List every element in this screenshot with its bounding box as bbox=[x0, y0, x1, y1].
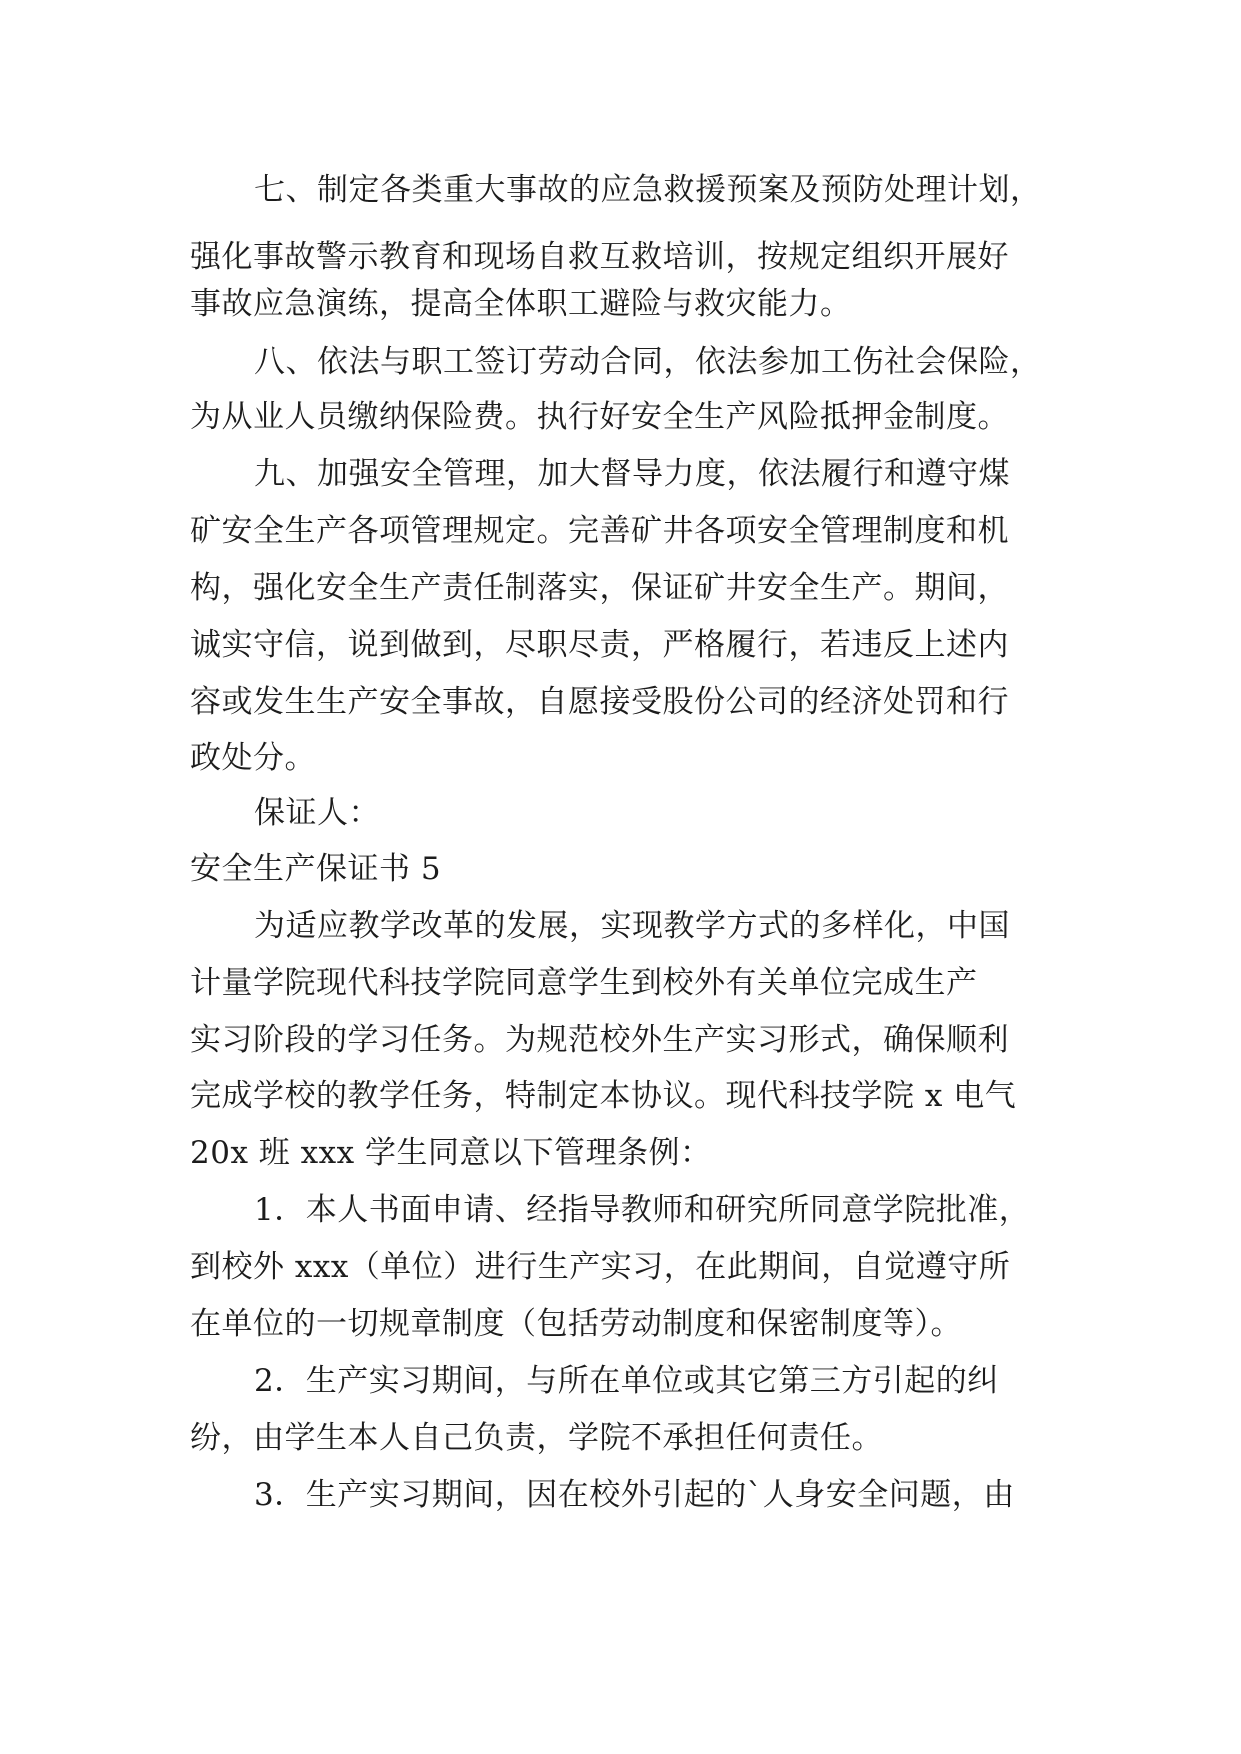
text-line: 在单位的一切规章制度（包括劳动制度和保密制度等）。 bbox=[190, 1306, 962, 1342]
text-line: 到校外 xxx（单位）进行生产实习，在此期间，自觉遵守所 bbox=[190, 1249, 1011, 1285]
text-line: 九、加强安全管理，加大督导力度，依法履行和遵守煤 bbox=[254, 456, 1010, 492]
signature-label: 保证人： bbox=[254, 795, 380, 831]
text-line: 2．生产实习期间，与所在单位或其它第三方引起的纠 bbox=[254, 1363, 999, 1399]
text-line: 政处分。 bbox=[190, 740, 316, 776]
text-line: 强化事故警示教育和现场自救互救培训，按规定组织开展好 bbox=[190, 239, 1009, 275]
text-line: 3．生产实习期间，因在校外引起的`人身安全问题，由 bbox=[254, 1477, 1015, 1513]
text-line: 八、依法与职工签订劳动合同，依法参加工伤社会保险， bbox=[254, 344, 1042, 380]
text-line: 诚实守信，说到做到，尽职尽责，严格履行，若违反上述内 bbox=[190, 627, 1009, 663]
text-line: 完成学校的教学任务，特制定本协议。现代科技学院 x 电气 bbox=[190, 1078, 1017, 1114]
text-line: 为从业人员缴纳保险费。执行好安全生产风险抵押金制度。 bbox=[190, 399, 1009, 435]
text-line: 实习阶段的学习任务。为规范校外生产实习形式，确保顺利 bbox=[190, 1022, 1009, 1058]
text-line: 七、制定各类重大事故的应急救援预案及预防处理计划， bbox=[254, 172, 1042, 208]
section-heading: 安全生产保证书 5 bbox=[190, 851, 442, 887]
text-line: 容或发生生产安全事故，自愿接受股份公司的经济处罚和行 bbox=[190, 684, 1009, 720]
text-line: 纷，由学生本人自己负责，学院不承担任何责任。 bbox=[190, 1420, 883, 1456]
text-line: 事故应急演练，提高全体职工避险与救灾能力。 bbox=[190, 286, 852, 322]
text-line: 为适应教学改革的发展，实现教学方式的多样化，中国 bbox=[254, 908, 1010, 944]
text-line: 1．本人书面申请、经指导教师和研究所同意学院批准， bbox=[254, 1192, 1031, 1228]
text-line: 20x 班 xxx 学生同意以下管理条例： bbox=[190, 1135, 712, 1171]
text-line: 构，强化安全生产责任制落实，保证矿井安全生产。期间， bbox=[190, 570, 1009, 606]
text-line: 矿安全生产各项管理规定。完善矿井各项安全管理制度和机 bbox=[190, 513, 1009, 549]
text-line: 计量学院现代科技学院同意学生到校外有关单位完成生产 bbox=[190, 965, 978, 1001]
